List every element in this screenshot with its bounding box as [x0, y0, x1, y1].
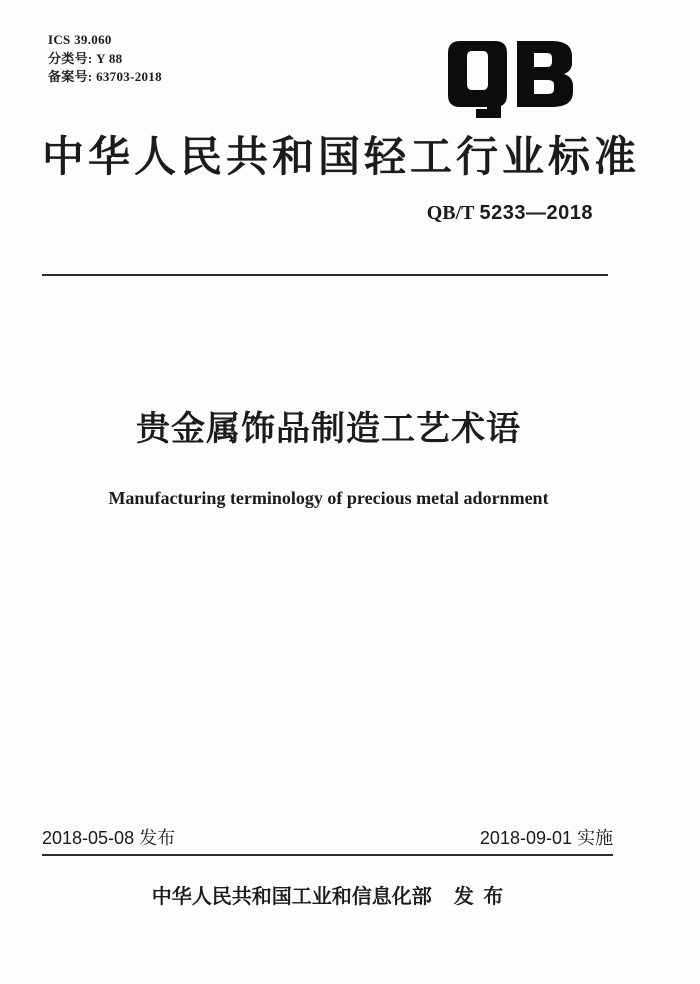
- classification-code: 分类号: Y 88: [48, 50, 123, 66]
- qb-logo: [448, 41, 574, 119]
- standard-series-title: 中华人民共和国轻工行业标准: [42, 133, 641, 180]
- issuing-authority: 中华人民共和国工业和信息化部: [151, 886, 432, 908]
- qb-logo-icon: [448, 41, 574, 119]
- publish-label: 发 布: [453, 886, 506, 908]
- ics-code: ICS 39.060: [48, 32, 112, 47]
- issuer-line: [42, 884, 615, 910]
- implementation-date: 2018-09-01 实施: [479, 828, 613, 848]
- date-row: [42, 827, 613, 849]
- issue-date: 2018-05-08 发布: [42, 828, 176, 848]
- record-number: 备案号: 63703-2018: [48, 69, 162, 84]
- top-divider: [42, 274, 608, 276]
- standard-number-prefix: QB/T: [426, 202, 475, 224]
- document-title-zh: 贵金属饰品制造工艺术语: [136, 410, 521, 448]
- document-title-en: Manufacturing terminology of precious metal adornment: [108, 488, 549, 508]
- meta-block: [48, 31, 162, 87]
- standard-number-code: 5233—2018: [479, 202, 593, 224]
- bottom-divider: [42, 854, 613, 856]
- standard-number: [427, 202, 593, 225]
